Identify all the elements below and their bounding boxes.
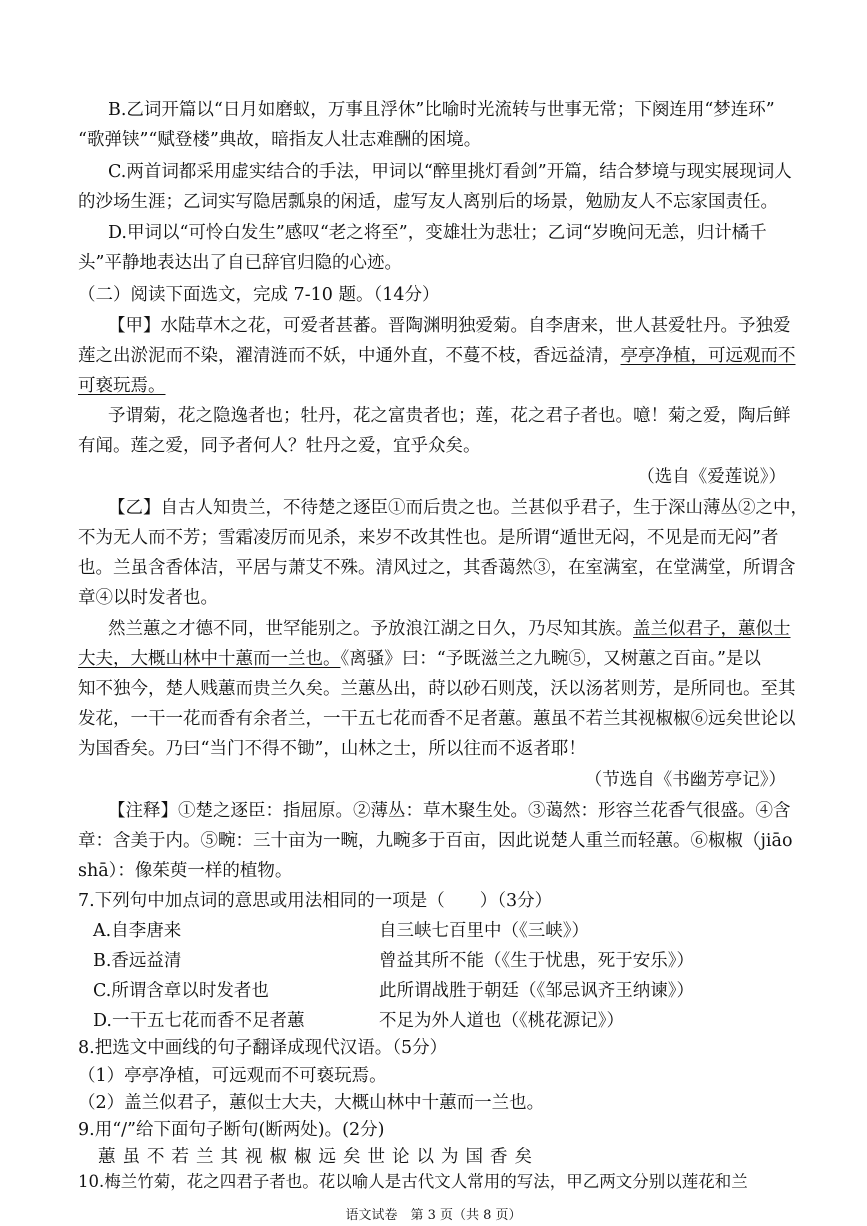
notes-line3: shā）：像茱萸一样的植物。 bbox=[78, 861, 293, 881]
passage-yi-line4: 章④以时发者也。 bbox=[78, 588, 218, 608]
underlined-sentence-2a: 盖兰似君子，蕙似士 bbox=[633, 619, 791, 639]
underlined-sentence-1a: 亭亭净植，可远观而不 bbox=[620, 346, 796, 366]
option-c-line1: C.两首词都采用虚实结合的手法，甲词以“醉里挑灯看剑”开篇，结合梦境与现实展现词人 bbox=[108, 162, 792, 182]
section-heading: （二）阅读下面选文，完成 7-10 题。（14分） bbox=[78, 285, 440, 305]
q7-option-c-right: 此所谓战胜于朝廷（《邹忌讽齐王纳谏》） bbox=[379, 981, 694, 1001]
passage-jia-line4: 予谓菊，花之隐逸者也；牡丹，花之富贵者也；莲，花之君子者也。噫！菊之爱，陶后鲜 bbox=[108, 406, 791, 426]
passage-jia-line1: 【甲】水陆草木之花，可爱者甚蕃。晋陶渊明独爱菊。自李唐来，世人甚爱牡丹。予独爱 bbox=[108, 316, 791, 336]
q7-option-a-right: 自三峡七百里中（《三峡》） bbox=[379, 921, 589, 941]
passage-jia-line3 bbox=[78, 374, 166, 398]
q7-option-d-left: D.一干五七花而香不足者蕙 bbox=[93, 1011, 305, 1031]
page-footer: 语文试卷 第 3 页（共 8 页） bbox=[345, 1208, 522, 1223]
option-b-line2: “歌弹铗”“赋登楼”典故，暗指友人壮志难酬的困境。 bbox=[78, 130, 482, 150]
passage-jia-line2-text: 莲之出淤泥而不染，濯清涟而不妖，中通外直，不蔓不枝，香远益清， bbox=[78, 346, 621, 366]
option-c-line2: 的沙场生涯；乙词实写隐居瓢泉的闲适，虚写友人离别后的场景，勉励友人不忘家国责任。 bbox=[78, 192, 778, 212]
q8-sentence-2: （2）盖兰似君子，蕙似士大夫，大概山林中十蕙而一兰也。 bbox=[78, 1093, 545, 1113]
option-b-line1: B.乙词开篇以“日月如磨蚁，万事且浮休”比喻时光流转与世事无常；下阕连用“梦连环” bbox=[108, 100, 775, 120]
passage-jia-line5: 有闻。莲之爱，同予者何人？牡丹之爱，宜乎众矣。 bbox=[78, 436, 481, 456]
option-d-line2: 头”平静地表达出了自已辞官归隐的心迹。 bbox=[78, 253, 402, 273]
notes-line2: 章：含美于内。⑤畹：三十亩为一畹，九畹多于百亩，因此说楚人重兰而轻蕙。⑥椒椒（jiāo bbox=[78, 831, 793, 851]
passage-yi-source: （节选自《书幽芳亭记》） bbox=[584, 770, 786, 790]
q10-line1 bbox=[78, 1170, 748, 1194]
passage-yi-line6 bbox=[78, 647, 761, 671]
passage-yi-line6-text: 《离骚》曰：“予既滋兰之九畹⑤，又树蕙之百亩。”是以 bbox=[340, 649, 761, 669]
passage-yi-line5-text: 然兰蕙之才德不同，世罕能别之。予放浪江湖之日久，乃尽知其族。 bbox=[108, 619, 633, 639]
passage-jia-source: （选自《爱莲说》） bbox=[637, 467, 786, 487]
q9-sentence: 蕙虽不若兰其视椒椒远矣世论以为国香矣 bbox=[98, 1147, 539, 1167]
passage-jia-line2 bbox=[78, 344, 796, 368]
q9-stem: 9.用“/”给下面句子断句(断两处)。(2分) bbox=[78, 1120, 385, 1140]
q7-option-a-left: A.自李唐来 bbox=[93, 921, 182, 941]
notes-line1: 【注释】①楚之逐臣：指屈原。②薄丛：草木聚生处。③蔼然：形容兰花香气很盛。④含 bbox=[108, 801, 791, 821]
q7-option-b-left: B.香远益清 bbox=[93, 951, 182, 971]
q10-line1-text: 10.梅兰竹菊，花之四君子者也。花以喻人是古代文人常用的写法，甲乙两文分别以莲花和兰 bbox=[78, 1172, 748, 1191]
passage-yi-line1: 【乙】自古人知贵兰，不待楚之逐臣①而后贵之也。兰甚似乎君子，生于深山薄丛②之中， bbox=[108, 498, 808, 518]
q7-option-c-left: C.所谓含章以时发者也 bbox=[93, 981, 269, 1001]
passage-yi-line5 bbox=[108, 617, 791, 641]
passage-yi-line9: 为国香矣。乃曰“当门不得不锄”，山林之士，所以往而不返者耶！ bbox=[78, 739, 586, 759]
q7-option-d-right: 不足为外人道也（《桃花源记》） bbox=[379, 1011, 624, 1031]
q7-option-b-right: 曾益其所不能（《生于忧患，死于安乐》） bbox=[379, 951, 694, 971]
q7-stem: 7.下列句中加点词的意思或用法相同的一项是（ ）（3分） bbox=[78, 891, 553, 911]
underlined-sentence-2b: 大夫，大概山林中十蕙而一兰也。 bbox=[78, 649, 341, 669]
q8-sentence-1: （1）亭亭净植，可远观而不可亵玩焉。 bbox=[78, 1066, 387, 1086]
underlined-sentence-1b: 可亵玩焉。 bbox=[78, 376, 166, 396]
passage-yi-line7: 知不独今，楚人贱蕙而贵兰久矣。兰蕙丛出，莳以砂石则茂，沃以汤茗则芳，是所同也。至其 bbox=[78, 679, 796, 699]
passage-yi-line8: 发花，一干一花而香有余者兰，一干五七花而香不足者蕙。蕙虽不若兰其视椒椒⑥远矣世论以 bbox=[78, 709, 796, 729]
option-d-line1: D.甲词以“可怜白发生”感叹“老之将至”，变雄壮为悲壮；乙词“岁晚问无恙，归计橘千 bbox=[108, 223, 767, 243]
passage-yi-line3: 也。兰虽含香体洁，平居与萧艾不殊。清风过之，其香蔼然③，在室满室，在堂满堂，所谓含 bbox=[78, 558, 796, 578]
passage-yi-line2: 不为无人而不芳；雪霜凌厉而见杀，来岁不改其性也。是所谓“遁世无闷，不见是而无闷”者 bbox=[78, 528, 779, 548]
q8-stem: 8.把选文中画线的句子翻译成现代汉语。（5分） bbox=[78, 1038, 448, 1058]
